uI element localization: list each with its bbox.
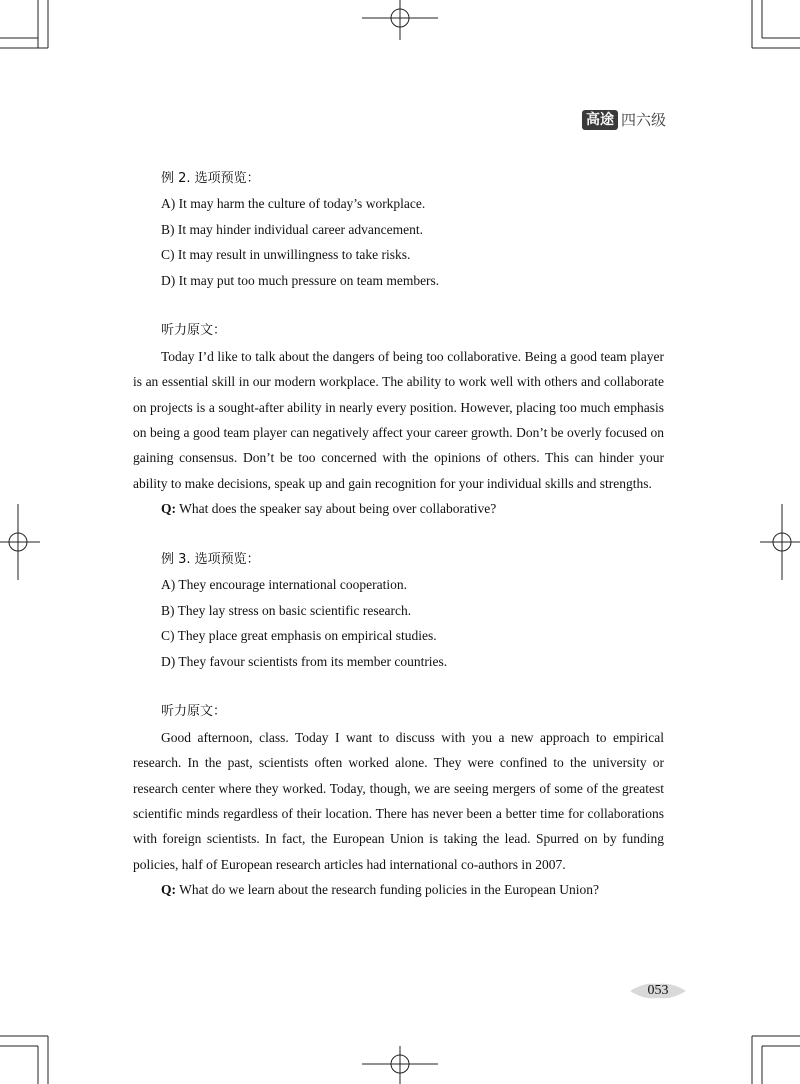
example-3-question <box>133 877 664 902</box>
page-body <box>133 166 664 903</box>
spacer <box>133 293 664 318</box>
example-2-option-c: C) It may result in unwillingness to take risks. <box>161 247 411 263</box>
example-2-transcript: Today I’d like to talk about the dangers of being too collaborative. Being a good team player is an essential skill in our modern workplace. The ability to work well with others and collaborate on projects is a sought-after ability in nearly every position. However, placing too much emphasis on being a good team player can negatively affect your career growth. Don’t be overly focused on gaining consensus. Don’t be too concerned with the opinions of others. This can hinder your ability to make decisions, speak up and gain recognition for your individual skills and strengths. <box>133 348 664 491</box>
question-text: What do we learn about the research funding policies in the European Union? <box>179 882 599 898</box>
example-3-title: 例 3. 选项预览： <box>161 551 260 567</box>
example-3-option-d: D) They favour scientists from its member countries. <box>161 653 448 669</box>
example-3-option-b: B) They lay stress on basic scientific research. <box>161 602 412 618</box>
header-brand: 高途 <box>582 110 618 130</box>
example-2-transcript-label: 听力原文： <box>161 323 227 339</box>
example-3-transcript-label: 听力原文： <box>161 704 227 720</box>
example-2-title: 例 2. 选项预览： <box>161 171 260 186</box>
example-2-option-a: A) It may harm the culture of today’s workplace. <box>161 196 426 212</box>
example-3-option-c: C) They place great emphasis on empirical studies. <box>161 628 437 644</box>
page-number-badge <box>630 980 686 1002</box>
spacer <box>133 522 664 547</box>
example-2-option-b: B) It may hinder individual career advancement. <box>161 221 424 237</box>
example-2-question <box>133 496 664 521</box>
example-2-option-d: D) It may put too much pressure on team members. <box>161 272 440 288</box>
question-label: Q: <box>161 501 176 517</box>
example-3-transcript: Good afternoon, class. Today I want to discuss with you a new approach to empirical research. In the past, scientists often worked alone. They were confined to the university or research center where they worked. Today, though, we are seeing mergers of some of the greatest scientific minds regardless of their location. There has never been a better time for collaborations with foreign scientists. In fact, the European Union is taking the lead. Spurred on by funding policies, half of European research articles had international co-authors in 2007. <box>133 729 664 872</box>
question-label: Q: <box>161 882 176 898</box>
header-logo <box>582 110 666 130</box>
spacer <box>133 674 664 699</box>
example-3-option-a: A) They encourage international cooperation. <box>161 577 408 593</box>
question-text: What does the speaker say about being over collaborative? <box>179 501 497 517</box>
header-level: 四六级 <box>621 111 667 129</box>
page-number: 053 <box>647 983 669 998</box>
